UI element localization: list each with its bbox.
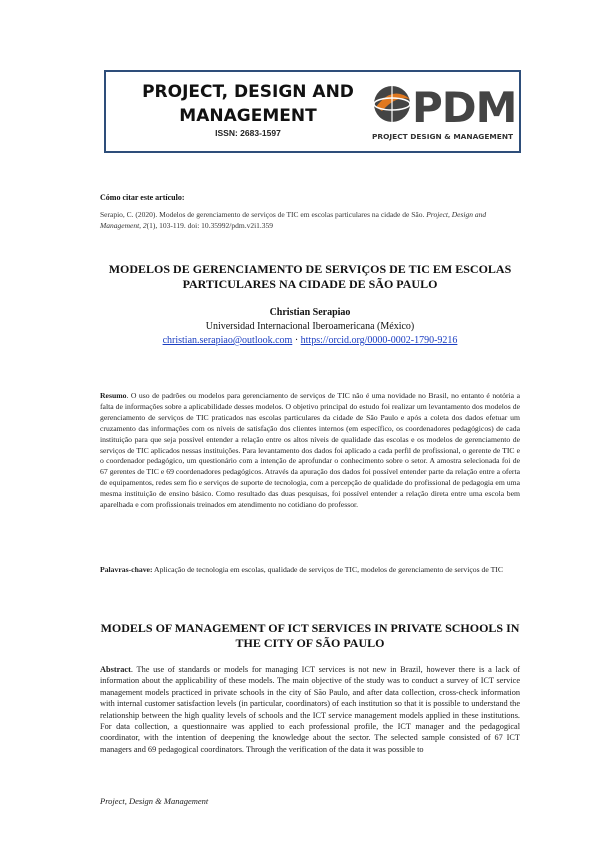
issn-label: ISSN: 2683-1597 [215, 128, 281, 138]
journal-title: PROJECT, DESIGN AND MANAGEMENT [142, 82, 354, 126]
pdm-logo-subtitle: PROJECT DESIGN & MANAGEMENT [372, 132, 514, 141]
keywords-pt-label: Palavras-chave: [100, 565, 153, 574]
keywords-pt [100, 565, 520, 576]
abstract-en [100, 664, 520, 755]
citation-issue: (1), 103-119. doi: 10.35992/pdm.v2i1.359 [146, 221, 274, 230]
citation-journal: Project, Design and Management, [100, 210, 487, 230]
author-email-link[interactable]: christian.serapiao@outlook.com [162, 335, 293, 346]
abstract-en-text: . The use of standards or models for managing ICT services is not new in Brazil, however there is a lack of information about the applicability of these models. The main objective of the study was to conduct a survey of ICT service management models practiced in private schools in the city of São Paulo, and after data collection, cross-check information with internal customer satisfaction levels (in particular, coordinators) of each institution so that it is possible to understand the relationship between the high quality levels of schools and the ICT service management models applied in these institutions. For data collection, a questionnaire was applied to each professional profile, the ICT manager and the pedagogical coordinator, with the intention of deepening the knowledge about the sector. The selected sample consisted of 67 ICT managers and 69 pedagogical coordinators. Through the verification of the data it was possible to [100, 665, 520, 754]
article-title-en: MODELS OF MANAGEMENT OF ICT SERVICES IN PRIVATE SCHOOLS IN THE CITY OF SÃO PAULO [100, 621, 520, 650]
author-affiliation: Universidad Internacional Iberoamericana (México) [205, 321, 415, 332]
article-title-pt: MODELOS DE GERENCIAMENTO DE SERVIÇOS DE TIC EM ESCOLAS PARTICULARES NA CIDADE DE SÃO PAULO [108, 262, 512, 291]
abstract-pt [100, 391, 520, 511]
author-links [100, 335, 520, 346]
journal-header [104, 70, 521, 153]
globe-icon [374, 86, 410, 122]
page-footer: Project, Design & Management [100, 796, 209, 806]
orcid-link[interactable]: https://orcid.org/0000-0002-1790-9216 [300, 335, 458, 346]
citation-volume: 2 [142, 221, 147, 230]
citation-plain: Serapio, C. (2020). Modelos de gerenciamento de serviços de TIC em escolas particulares na cidade de São. [100, 210, 427, 219]
keywords-pt-text: Aplicação de tecnologia em escolas, qualidade de serviços de TIC, modelos de gerenciamento de serviços de TIC [152, 565, 503, 574]
link-separator: · [292, 335, 301, 346]
pdm-logo-icon [368, 77, 518, 147]
abstract-pt-text: . O uso de padrões ou modelos para gerenciamento de serviços de TIC não é uma novidade no Brasil, no entanto é notória a falta de informações sobre a aplicabilidade desses modelos. O objetivo principal do estudo foi realizar um levantamento dos modelos de gerenciamento de serviços de TIC praticados nas escolas particulares da cidade de São Paulo e após a coleta dos dados efetuar um cruzamento das informações com os níveis de satisfação dos clientes internos (em específico, os coordenadores pedagógicos) de cada instituição para que seja possível entender a relação entre os altos níveis de qualidade das escolas e os modelos de gerenciamento de serviços de TIC aplicados nessas instituições. Para levantamento dos dados foi aplicado a cada perfil de profissional, o gerente de TIC e o coordenador pedagógico, um questionário com a intenção de aprofundar o conhecimento sobre o setor. A amostra selecionada foi de 67 gerentes de TIC e 69 coordenadores pedagógicos. Através da apuração dos dados foi possível entender parte da relação entre a oferta de equipamentos, redes sem fio e serviços de suporte de tecnologia, com a percepção de qualidade do profissional de pedagogia em uma mesma instituição de ensino básico. Como resultado das duas pesquisas, foi possível entender a relação direta entre uma escola bem aparelhada e com profissionais treinados em atendimento no cotidiano do professor. [100, 391, 520, 510]
author-name: Christian Serapiao [269, 307, 351, 318]
citation-text [100, 209, 520, 231]
citation-heading: Cómo citar este artículo: [100, 193, 185, 202]
abstract-pt-label: Resumo [100, 391, 127, 400]
pdm-logo-letters: PDM [412, 83, 517, 132]
abstract-en-label: Abstract [100, 665, 131, 674]
